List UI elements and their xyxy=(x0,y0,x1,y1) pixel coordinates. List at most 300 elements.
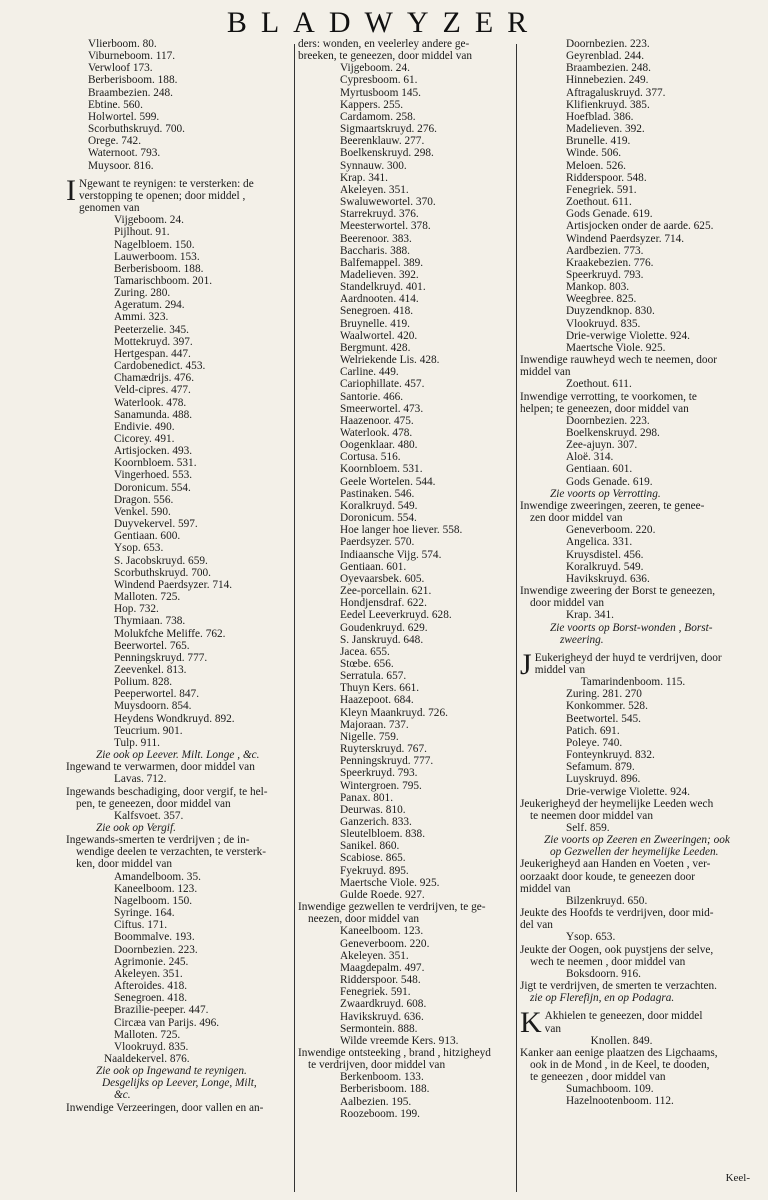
index-entry xyxy=(298,573,516,585)
line-text: middel van xyxy=(520,882,571,895)
line-text: Akeleyen. 351. xyxy=(114,967,183,980)
line-text: Ganzerich. 833. xyxy=(340,816,412,828)
index-entry xyxy=(520,749,758,761)
line-text: Cardobenedict. 453. xyxy=(114,360,206,373)
index-entry xyxy=(66,603,292,615)
line-text: Tulp. 911. xyxy=(114,736,160,749)
line-text: Drie-verwige Violette. 924. xyxy=(566,785,690,798)
index-entry xyxy=(298,62,516,74)
index-entry xyxy=(298,403,516,415)
index-entry xyxy=(66,944,292,956)
line-text: Santorie. 466. xyxy=(340,390,404,403)
line-text: Teucrium. 901. xyxy=(114,724,183,737)
line-text: Windend Paerdsyzer. 714. xyxy=(114,578,233,591)
index-entry xyxy=(298,792,516,804)
index-entry xyxy=(66,1053,292,1065)
index-entry xyxy=(298,840,516,852)
line-text: Ammi. 323. xyxy=(114,311,169,324)
line-text: Standelkruyd. 401. xyxy=(340,281,426,294)
line-text: Sefamum. 879. xyxy=(566,761,635,774)
line-text: Koornbloem. 531. xyxy=(114,457,197,470)
index-entry xyxy=(298,938,516,950)
line-text: Amandelboom. 35. xyxy=(114,870,201,883)
index-entry xyxy=(298,463,516,475)
index-column-1 xyxy=(66,38,292,1114)
line-text: Veld-cipres. 477. xyxy=(114,384,191,397)
index-entry xyxy=(298,1035,516,1047)
line-text: Nigelle. 759. xyxy=(340,730,399,743)
line-text: Ciftus. 171. xyxy=(114,919,168,932)
index-entry xyxy=(520,931,758,943)
line-text: Speerkruyd. 793. xyxy=(340,767,418,780)
line-text: S. Jacobskruyd. 659. xyxy=(114,554,208,567)
index-entry xyxy=(298,476,516,488)
line-text: Peeterzelie. 345. xyxy=(114,323,189,336)
line-text: Cicorey. 491. xyxy=(114,433,175,445)
line-text: Doornbezien. 223. xyxy=(566,414,650,427)
line-text: Kruysdistel. 456. xyxy=(566,548,644,561)
index-entry xyxy=(66,1004,292,1016)
line-text: Berberisboom. 188. xyxy=(340,1083,430,1096)
line-text: Hazelnootenboom. 112. xyxy=(566,1095,674,1108)
line-text: Ebtine. 560. xyxy=(88,98,143,111)
line-text: Aardnooten. 414. xyxy=(340,293,419,306)
line-text: Lavas. 712. xyxy=(114,773,167,786)
index-entry xyxy=(520,415,758,427)
line-text: Jigt te verdrijven, de smerten te verzachten. xyxy=(520,980,717,993)
line-text: del van xyxy=(520,919,553,932)
line-text: Desgelijks op Leever, Longe, Milt, xyxy=(102,1077,257,1090)
line-text: Patich. 691. xyxy=(566,724,620,737)
index-entry xyxy=(298,670,516,682)
line-text: Geneverboom. 220. xyxy=(340,937,430,950)
index-entry xyxy=(520,761,758,773)
line-text: Ingewand te verwarmen, door middel van xyxy=(66,761,255,774)
line-text: Fonteynkruyd. 832. xyxy=(566,749,655,762)
index-entry xyxy=(298,99,516,111)
line-text: Kraakebezien. 776. xyxy=(566,256,654,269)
line-text: Inwendige ontsteeking , brand , hitzigheyd xyxy=(298,1046,491,1059)
index-entry xyxy=(66,160,292,172)
line-text: Ingewands-smerten te verdrijven ; de in- xyxy=(66,834,250,847)
index-entry xyxy=(520,74,758,86)
index-entry xyxy=(520,318,758,330)
line-text: Hertgespan. 447. xyxy=(114,347,191,360)
index-entry xyxy=(520,330,758,342)
index-entry xyxy=(520,160,758,172)
index-entry xyxy=(520,773,758,785)
line-text: zie op Flerefijn, en op Podagra. xyxy=(530,992,675,1005)
index-line xyxy=(520,500,758,512)
index-entry xyxy=(520,305,758,317)
index-line xyxy=(520,834,758,846)
line-text: wech te neemen , door middel van xyxy=(530,955,686,968)
line-text: Windend Paerdsyzer. 714. xyxy=(566,232,685,245)
index-entry xyxy=(66,494,292,506)
line-text: Meesterwortel. 378. xyxy=(340,220,431,233)
line-text: Wilde vreemde Kers. 913. xyxy=(340,1034,459,1047)
line-text: Kanker aan eenige plaatzen des Ligchaams, xyxy=(520,1046,718,1059)
line-text: Inwendige rauwheyd wech te neemen, door xyxy=(520,354,717,367)
index-entry xyxy=(66,725,292,737)
line-text: Panax. 801. xyxy=(340,791,394,804)
index-line xyxy=(520,1047,758,1059)
index-entry xyxy=(298,366,516,378)
index-entry xyxy=(298,1108,516,1120)
index-line xyxy=(520,810,758,822)
index-line xyxy=(520,980,758,992)
index-entry xyxy=(66,907,292,919)
line-text: Venkel. 590. xyxy=(114,505,171,518)
index-entry xyxy=(66,397,292,409)
index-entry xyxy=(298,342,516,354)
line-text: Gods Genade. 619. xyxy=(566,208,653,221)
line-text: Boksdoorn. 916. xyxy=(566,967,642,980)
index-entry xyxy=(298,609,516,621)
line-text: Ysop. 653. xyxy=(566,931,616,944)
index-entry xyxy=(520,536,758,548)
line-text: zen door middel van xyxy=(530,512,623,525)
line-text: Geele Wortelen. 544. xyxy=(340,475,436,488)
line-text: Inwendige zweering der Borst te geneezen, xyxy=(520,585,716,598)
line-text: Vlookruyd. 835. xyxy=(114,1040,189,1053)
index-entry xyxy=(66,348,292,360)
index-line xyxy=(66,798,292,810)
index-entry xyxy=(66,530,292,542)
index-entry xyxy=(66,555,292,567)
line-text: van xyxy=(544,1022,561,1035)
index-line xyxy=(520,391,758,403)
line-text: Inwendige Verzeeringen, door vallen en an- xyxy=(66,1101,264,1114)
line-text: Synnauw. 300. xyxy=(340,159,407,172)
line-text: Eedel Leeverkruyd. 628. xyxy=(340,609,452,622)
line-text: Sigmaartskruyd. 276. xyxy=(340,123,437,136)
line-text: Duyvekervel. 597. xyxy=(114,518,198,531)
index-entry xyxy=(298,780,516,792)
line-text: Stœbe. 656. xyxy=(340,657,394,670)
index-entry xyxy=(298,767,516,779)
line-text: Afteroides. 418. xyxy=(114,980,188,993)
index-entry xyxy=(298,743,516,755)
index-entry xyxy=(520,439,758,451)
line-text: Cardamom. 258. xyxy=(340,110,416,123)
index-entry xyxy=(520,476,758,488)
index-column-3 xyxy=(520,38,758,1108)
line-text: Pijlhout. 91. xyxy=(114,226,170,239)
index-entry xyxy=(520,378,758,390)
index-line xyxy=(66,822,292,834)
index-entry xyxy=(520,196,758,208)
index-entry xyxy=(298,269,516,281)
index-entry xyxy=(298,427,516,439)
index-line xyxy=(298,913,516,925)
index-line xyxy=(298,50,516,62)
line-text: Majoraan. 737. xyxy=(340,718,409,731)
line-text: Eukerigheyd der huyd te verdrijven, door xyxy=(534,651,722,664)
line-text: Boommalve. 193. xyxy=(114,931,195,944)
line-text: Kaneelboom. 123. xyxy=(114,882,198,895)
line-text: Bergmunt. 428. xyxy=(340,341,411,354)
index-entry xyxy=(520,1083,758,1095)
line-text: Gulde Roede. 927. xyxy=(340,888,425,901)
index-entry xyxy=(298,1096,516,1108)
index-entry xyxy=(66,591,292,603)
line-text: Zee-porcellain. 621. xyxy=(340,585,432,598)
index-entry xyxy=(520,172,758,184)
line-text: Roozeboom. 199. xyxy=(340,1107,421,1120)
line-text: Geneverboom. 220. xyxy=(566,524,656,537)
index-entry xyxy=(298,500,516,512)
line-text: verstopping te openen; door middel , xyxy=(79,189,246,202)
line-text: Scorbuthskruyd. 700. xyxy=(88,123,185,136)
line-text: Berberisboom. 188. xyxy=(114,262,204,275)
index-entry xyxy=(298,208,516,220)
index-line xyxy=(66,1077,292,1089)
index-line xyxy=(79,190,292,202)
index-entry xyxy=(520,737,758,749)
index-line xyxy=(66,749,292,761)
index-line xyxy=(520,846,758,858)
line-text: Havikskruyd. 636. xyxy=(340,1010,424,1023)
index-entry xyxy=(298,950,516,962)
line-text: Dragon. 556. xyxy=(114,493,174,506)
line-text: Zwaardkruyd. 608. xyxy=(340,998,427,1011)
index-line xyxy=(520,354,758,366)
index-entry xyxy=(520,549,758,561)
line-text: Orege. 742. xyxy=(88,135,142,148)
line-text: Syringe. 164. xyxy=(114,907,175,920)
index-entry xyxy=(298,233,516,245)
index-entry xyxy=(520,135,758,147)
index-entry xyxy=(66,1029,292,1041)
line-text: Vlookruyd. 835. xyxy=(566,317,641,330)
line-text: Jeukerigheyd der heymelijke Leeden wech xyxy=(520,797,714,810)
index-entry xyxy=(520,269,758,281)
line-text: op Gezwellen der heymelijke Leeden. xyxy=(550,846,719,859)
index-entry xyxy=(66,421,292,433)
index-entry xyxy=(66,652,292,664)
line-text: Heydens Wondkruyd. 892. xyxy=(114,712,235,725)
line-text: Muysdoorn. 854. xyxy=(114,700,192,713)
line-text: middel van xyxy=(520,366,571,379)
index-line xyxy=(520,512,758,524)
index-entry xyxy=(66,579,292,591)
line-text: Bilzenkruyd. 650. xyxy=(566,894,648,907)
index-entry xyxy=(298,293,516,305)
line-text: Kleyn Maankruyd. 726. xyxy=(340,706,448,719)
line-text: Vingerhoed. 553. xyxy=(114,469,193,482)
index-line xyxy=(298,38,516,50)
line-text: S. Janskruyd. 648. xyxy=(340,633,424,646)
index-entry xyxy=(298,330,516,342)
line-text: Aftragaluskruyd. 377. xyxy=(566,86,666,99)
line-text: Aloë. 314. xyxy=(566,451,614,464)
index-entry xyxy=(298,172,516,184)
line-text: zweering. xyxy=(560,633,604,646)
line-text: Artisjocken onder de aarde. 625. xyxy=(566,220,714,233)
index-entry xyxy=(66,147,292,159)
line-text: Meloen. 526. xyxy=(566,159,626,172)
line-text: ken, door middel van xyxy=(76,858,173,871)
line-text: te neemen door middel van xyxy=(530,809,653,822)
index-entry xyxy=(520,50,758,62)
line-text: Molukfche Meliffe. 762. xyxy=(114,627,226,640)
index-entry xyxy=(298,184,516,196)
line-text: Mankop. 803. xyxy=(566,281,630,294)
line-text: Zuring. 280. xyxy=(114,287,171,300)
line-text: Zee-ajuyn. 307. xyxy=(566,439,638,452)
line-text: Thuyn Kers. 661. xyxy=(340,682,420,695)
index-entry xyxy=(298,877,516,889)
index-entry xyxy=(520,968,758,980)
index-line xyxy=(520,403,758,415)
line-text: Krap. 341. xyxy=(340,171,389,184)
index-entry xyxy=(298,536,516,548)
line-text: Penningskruyd. 777. xyxy=(114,651,208,664)
line-text: Senegroen. 418. xyxy=(340,305,414,318)
line-text: Brunelle. 419. xyxy=(566,135,631,148)
line-text: Kalfsvoet. 357. xyxy=(114,809,184,822)
index-entry xyxy=(298,488,516,500)
index-entry xyxy=(520,38,758,50)
index-entry xyxy=(66,931,292,943)
line-text: Zoethout. 611. xyxy=(566,196,632,209)
line-text: Inwendige zweeringen, zeeren, te genee- xyxy=(520,499,705,512)
line-text: Gentiaan. 600. xyxy=(114,530,181,543)
index-entry xyxy=(298,196,516,208)
line-text: Nagelboom. 150. xyxy=(114,894,193,907)
index-line xyxy=(66,786,292,798)
line-text: Peeperwortel. 847. xyxy=(114,688,200,701)
index-entry xyxy=(66,99,292,111)
line-text: ook in de Mond , in de Keel, te dooden, xyxy=(530,1058,710,1071)
line-text: Sumachboom. 109. xyxy=(566,1083,654,1096)
line-text: &c. xyxy=(114,1089,131,1102)
line-text: Ysop. 653. xyxy=(114,542,164,555)
line-text: Jeukte des Hoofds te verdrijven, door mid- xyxy=(520,907,714,920)
line-text: Angelica. 331. xyxy=(566,536,633,549)
line-text: Cortusa. 516. xyxy=(340,451,401,464)
line-text: Polium. 828. xyxy=(114,676,173,689)
index-entry xyxy=(66,433,292,445)
line-text: Ageratum. 294. xyxy=(114,299,185,312)
line-text: Lauwerboom. 153. xyxy=(114,250,200,263)
line-text: Berkenboom. 133. xyxy=(340,1071,424,1084)
line-text: Kaneelboom. 123. xyxy=(340,925,424,938)
index-column-2 xyxy=(298,38,516,1120)
line-text: te verdrijven, door middel van xyxy=(308,1059,446,1072)
line-text: Gentiaan. 601. xyxy=(566,463,633,476)
index-entry xyxy=(66,700,292,712)
index-entry xyxy=(298,925,516,937)
index-entry xyxy=(298,622,516,634)
line-text: oorzaakt door koude, te geneezen door xyxy=(520,870,696,883)
line-text: Waterlook. 478. xyxy=(114,396,187,409)
line-text: Winde. 506. xyxy=(566,147,622,160)
drop-capital: I xyxy=(66,173,76,207)
line-text: middel van xyxy=(534,663,586,676)
index-entry xyxy=(298,658,516,670)
index-entry xyxy=(298,585,516,597)
line-text: Hoe langer hoe liever. 558. xyxy=(340,524,463,537)
line-text: Boelkenskruyd. 298. xyxy=(566,427,660,439)
index-entry xyxy=(66,74,292,86)
line-text: Tamarindenboom. 115. xyxy=(580,676,686,689)
line-text: Scorbuthskruyd. 700. xyxy=(114,566,211,579)
index-entry xyxy=(520,463,758,475)
line-text: Sleutelbloem. 838. xyxy=(340,828,426,841)
line-text: Carline. 449. xyxy=(340,366,399,379)
line-text: Kappers. 255. xyxy=(340,98,404,111)
index-entry xyxy=(66,311,292,323)
index-entry xyxy=(66,384,292,396)
line-text: Inwendige gezwellen te verdrijven, te ge- xyxy=(298,901,486,914)
index-line xyxy=(66,1102,292,1114)
line-text: Swaluwewortel. 370. xyxy=(340,196,436,209)
index-line xyxy=(520,956,758,968)
index-entry xyxy=(298,731,516,743)
index-entry xyxy=(520,427,758,439)
index-entry xyxy=(66,919,292,931)
line-text: Poleye. 740. xyxy=(566,736,623,749)
index-entry xyxy=(66,372,292,384)
line-text: Balfemappel. 389. xyxy=(340,256,424,269)
index-entry xyxy=(298,354,516,366)
line-text: Agrimonie. 245. xyxy=(114,955,189,968)
line-text: Verwloof 173. xyxy=(88,62,153,75)
index-entry xyxy=(66,469,292,481)
index-entry xyxy=(298,549,516,561)
index-entry xyxy=(520,688,758,700)
line-text: Madelieven. 392. xyxy=(566,123,645,136)
index-entry xyxy=(66,688,292,700)
index-entry xyxy=(66,1041,292,1053)
index-entry xyxy=(298,852,516,864)
index-entry xyxy=(298,682,516,694)
line-text: Hondjensdraf. 622. xyxy=(340,597,427,610)
line-text: door middel van xyxy=(530,597,605,610)
line-text: Geyrenblad. 244. xyxy=(566,50,645,63)
index-line xyxy=(520,585,758,597)
index-line xyxy=(66,846,292,858)
index-line xyxy=(66,1089,292,1101)
line-text: Penningskruyd. 777. xyxy=(340,755,434,768)
index-entry xyxy=(520,233,758,245)
line-text: Jeukerigheyd aan Handen en Voeten , ver- xyxy=(520,858,711,871)
line-text: Malloten. 725. xyxy=(114,1028,181,1041)
line-text: Gods Genade. 619. xyxy=(566,475,653,488)
line-text: Doornbezien. 223. xyxy=(566,38,650,50)
index-entry xyxy=(298,305,516,317)
index-entry xyxy=(520,281,758,293)
index-entry xyxy=(520,573,758,585)
index-entry xyxy=(298,986,516,998)
line-text: Smeerwortel. 473. xyxy=(340,402,424,415)
index-line xyxy=(520,597,758,609)
index-entry xyxy=(66,226,292,238)
index-entry xyxy=(520,123,758,135)
line-text: Zie voorts op Borst-wonden , Borst- xyxy=(550,621,713,634)
line-text: Serratula. 657. xyxy=(340,670,407,683)
index-entry xyxy=(66,482,292,494)
index-entry xyxy=(520,245,758,257)
index-entry xyxy=(298,123,516,135)
line-text: Baccharis. 388. xyxy=(340,244,410,257)
line-text: Holwortel. 599. xyxy=(88,110,160,123)
line-text: neezen, door middel van xyxy=(308,913,420,926)
line-text: pen, te geneezen, door middel van xyxy=(76,797,231,810)
index-entry xyxy=(520,293,758,305)
